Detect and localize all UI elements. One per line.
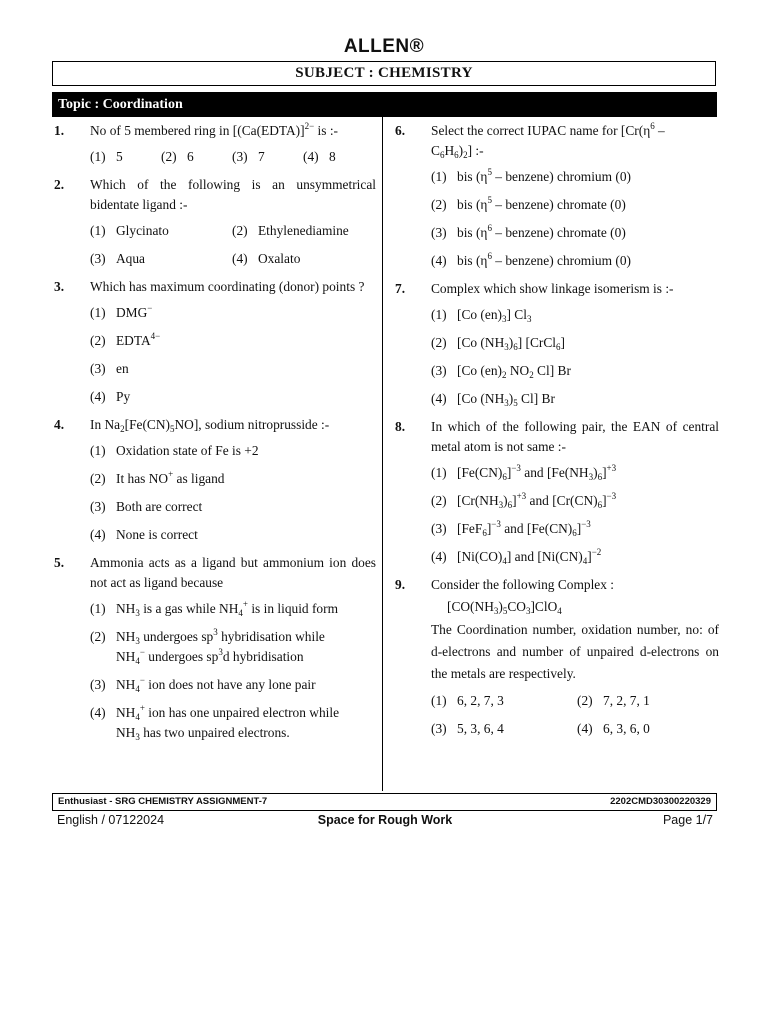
option-4: (4) [Co $(NH_3)_5$ Cl] Br (431, 391, 555, 408)
question-3 (52, 277, 376, 407)
question-8 (393, 417, 719, 567)
option-1: (1) DMG− (90, 303, 153, 320)
options (90, 147, 376, 167)
option-2: (2) It has NO+ as ligand (90, 469, 225, 486)
option-4: (4) $[Ni(CO)_4]$ and $[Ni(CN)_4]^{-2}$ (431, 547, 602, 566)
question-number: 3. (54, 279, 65, 294)
question-5 (52, 553, 376, 743)
question-text: In which of the following pair, the EAN of central metal atom is not same :- (431, 419, 719, 454)
question-number: 8. (395, 419, 406, 434)
question-text: Which of the following is an unsymmetrical bidentate ligand :- (90, 177, 376, 212)
option-1: (1) $[Fe(CN)_6]^{-3}$ and $[Fe(NH_3)_6]^{+3}$ (431, 463, 617, 482)
question-text: Select the correct IUPAC name for [$Cr(\eta^6$ – $C_6H_6)_2$] :- (431, 121, 665, 160)
option-4: (4) 8 (303, 149, 336, 164)
option-2: (2) 6 (161, 149, 194, 164)
option-1: (1) bis ($\eta^5$ – benzene) chromium (0) (431, 167, 631, 184)
option-2: (2) $NH_3$ undergoes $sp^3$ hybridisation while $NH_4^-$ undergoes $sp^3d$ hybridisation (90, 627, 325, 666)
option-4: (4) Py (90, 389, 131, 404)
option-1: (1) Oxidation state of Fe is +2 (90, 443, 259, 458)
option-3: (3) $NH_4^-$ ion does not have any lone pair (90, 675, 316, 694)
topic-bar: Topic : Coordination (52, 92, 717, 117)
option-1: (1) [Co $(en)_3$] $Cl_3$ (431, 307, 532, 324)
option-2: (2) $EDTA^{4-}$ (90, 331, 161, 348)
assignment-code: 2202CMD30300220329 (610, 796, 711, 807)
assignment-bar (52, 793, 717, 811)
question-number: 7. (395, 281, 406, 296)
language-date: English / 07122024 (57, 813, 165, 827)
question-7 (393, 279, 719, 409)
option-3: (3) 7 (232, 149, 265, 164)
option-2: (2) Ethylenediamine (232, 223, 349, 238)
question-number: 2. (54, 177, 65, 192)
option-3: (3) Both are correct (90, 499, 203, 514)
question-2 (52, 175, 376, 269)
option-2: (2) bis ($\eta^5$ – benzene) chromate (0) (431, 195, 626, 212)
option-1: (1) 5 (90, 149, 123, 164)
question-1 (52, 121, 376, 167)
option-3: (3) Aqua (90, 251, 146, 266)
column-divider (382, 117, 383, 791)
question-number: 1. (54, 123, 65, 138)
question-number: 5. (54, 555, 65, 570)
complex-formula: $[CO(NH_3)_5CO_3]ClO_4$ (447, 599, 562, 616)
right-column (393, 121, 719, 747)
question-number: 6. (395, 123, 406, 138)
option-4: (4) 6, 3, 6, 0 (577, 721, 650, 736)
question-text: Complex which show linkage isomerism is :- (431, 281, 674, 296)
question-number: 4. (54, 417, 65, 432)
subject-title: SUBJECT : CHEMISTRY (52, 61, 716, 86)
question-text: In $Na_2[Fe(CN)_5NO]$, sodium nitroprusside :- (90, 417, 330, 434)
question-text: No of 5 membered ring in [(Ca(EDTA)]$^{2-}$ is :- (90, 121, 338, 138)
option-1: (1) 6, 2, 7, 3 (431, 693, 504, 708)
page-number: Page 1/7 (662, 813, 713, 827)
option-4: (4) $NH_4^+$ ion has one unpaired electron while $NH_3$ has two unpaired electrons. (90, 703, 340, 742)
option-4: (4) None is correct (90, 527, 198, 542)
options (431, 691, 719, 739)
option-1: (1) Glycinato (90, 223, 169, 238)
option-2: (2) [Co $(NH_3)_6$] [CrCl$_6$] (431, 335, 565, 352)
option-2: (2) 7, 2, 7, 1 (577, 693, 650, 708)
left-column (52, 121, 376, 751)
option-3: (3) $[FeF_6]^{-3}$ and $[Fe(CN)_6]^{-3}$ (431, 519, 591, 538)
question-6 (393, 121, 719, 271)
option-4: (4) Oxalato (232, 251, 301, 266)
assignment-name: Enthusiast - SRG CHEMISTRY ASSIGNMENT-7 (58, 796, 268, 807)
question-text: Ammonia acts as a ligand but ammonium ion does not act as ligand because (90, 555, 376, 590)
option-3: (3) bis ($\eta^6$ – benzene) chromate (0) (431, 223, 626, 240)
option-1: (1) $NH_3$ is a gas while $NH_4^+$ is in liquid form (90, 599, 338, 618)
question-text-2: The Coordination number, oxidation number, no: of d-electrons and number of unpaired d-electrons on the metals are respectively. (431, 622, 719, 681)
question-number: 9. (395, 577, 406, 592)
option-4: (4) bis ($\eta^6$ – benzene) chromium (0) (431, 251, 631, 268)
allen-logo: ALLEN® (343, 36, 425, 57)
question-9 (393, 575, 719, 739)
rough-work-label: Space for Rough Work (317, 813, 453, 827)
option-3: (3) [Co $(en)_2$ $NO_2$ Cl] Br (431, 363, 571, 380)
option-3: (3) en (90, 361, 129, 376)
question-4 (52, 415, 376, 545)
option-3: (3) 5, 3, 6, 4 (431, 721, 504, 736)
options (90, 221, 376, 269)
option-2: (2) $[Cr(NH_3)_6]^{+3}$ and $[Cr(CN)_6]^{-3}$ (431, 491, 617, 510)
question-text: Consider the following Complex : (431, 577, 614, 592)
question-text: Which has maximum coordinating (donor) points ? (90, 279, 365, 294)
